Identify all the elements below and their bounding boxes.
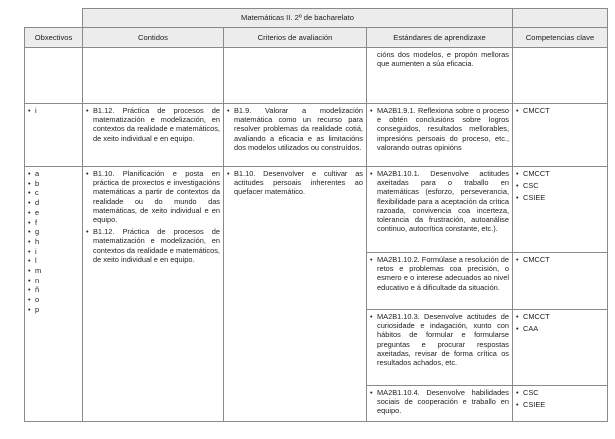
column-header-competences: Competencias clave <box>513 28 608 48</box>
competence-item: • CSIEE <box>516 193 604 202</box>
standard-item: • MA2B1.10.3. Desenvolve actitudes de curiosidade e indagación, xunto con hábitos de formular e formularse preguntas e procurar respostas axeitadas, revisar de forma crítica os resultados achados, etc. <box>370 312 509 367</box>
content-item: • B1.12. Práctica de procesos de matematización e modelización, en contextos da realidade e matemáticos, de xeito individual e en equipo. <box>86 106 220 143</box>
objective-item: • a <box>28 169 79 178</box>
standard-item: • MA2B1.10.1. Desenvolve actitudes axeitadas para o traballo en matemáticas (esforzo, perseverancia, flexibilidade para a aceptación da crítica razoada, convivencia coa incerteza, tolerancia da frustración, autoanálise continuo, autocrítica constante, etc.). <box>370 169 509 233</box>
competences-cell <box>513 104 608 167</box>
standards-cell <box>367 386 513 422</box>
contents-cell <box>83 104 224 167</box>
competence-item: • CMCCT <box>516 312 604 321</box>
contents-cell <box>83 167 224 422</box>
standards-cell <box>367 167 513 253</box>
objective-item: • ñ <box>28 285 79 294</box>
standard-item: • MA2B1.9.1. Reflexiona sobre o proceso e obtén conclusións sobre logros conseguidos, resultados mellorables, impresións persoais do proceso, etc., valorando outras opinións <box>370 106 509 152</box>
competence-item: • CMCCT <box>516 106 604 115</box>
table-row <box>25 104 608 167</box>
competences-cell <box>513 48 608 104</box>
competence-item: • CSC <box>516 388 604 397</box>
standards-cell <box>367 48 513 104</box>
objective-item: • l <box>28 256 79 265</box>
contents-cell <box>83 48 224 104</box>
objective-item: • p <box>28 305 79 314</box>
column-header-standards: Estándares de aprendizaxe <box>367 28 513 48</box>
objective-item: • i <box>28 106 79 115</box>
column-header-objectives: Obxectivos <box>25 28 83 48</box>
objective-item: • m <box>28 266 79 275</box>
competences-cell <box>513 386 608 422</box>
curriculum-table <box>24 8 608 422</box>
content-item: • B1.10. Planificación e posta en práctica de proxectos e investigacións matemáticas a partir de contextos da realidade ou do mundo das matemáticas, de xeito individual e en equipo. <box>86 169 220 224</box>
criterion-item: • B1.9. Valorar a modelización matemática como un recurso para resolver problemas da realidade cotiá, avaliando a eficacia e as limitacións dos modelos utilizados ou construídos. <box>227 106 363 152</box>
standard-item: • MA2B1.10.4. Desenvolve habilidades sociais de cooperación e traballo en equipo. <box>370 388 509 416</box>
objective-item: • h <box>28 237 79 246</box>
table-row <box>25 48 608 104</box>
objective-item: • i <box>28 247 79 256</box>
objectives-cell <box>25 104 83 167</box>
objective-item: • o <box>28 295 79 304</box>
competence-item: • CAA <box>516 324 604 333</box>
competences-cell <box>513 167 608 253</box>
criteria-cell <box>224 104 367 167</box>
objectives-cell <box>25 167 83 422</box>
objective-item: • f <box>28 218 79 227</box>
criterion-item: • B1.10. Desenvolver e cultivar as actitudes persoais inherentes ao quefacer matemático. <box>227 169 363 197</box>
table-title-row <box>25 9 608 28</box>
standards-cell <box>367 310 513 386</box>
competence-item: • CSC <box>516 181 604 190</box>
objective-item: • e <box>28 208 79 217</box>
column-header-row <box>25 28 608 48</box>
header-title-right-cell <box>513 9 608 28</box>
standards-cell <box>367 104 513 167</box>
objective-item: • b <box>28 179 79 188</box>
competences-cell <box>513 310 608 386</box>
content-item: • B1.12. Práctica de procesos de matematización e modelización, en contextos da realidade e matemáticos, de xeito individual e en equipo. <box>86 227 220 264</box>
header-blank-cell <box>25 9 83 28</box>
competence-item: • CMCCT <box>516 255 604 264</box>
objective-item: • c <box>28 188 79 197</box>
standard-item: • MA2B1.10.2. Formúlase a resolución de retos e problemas coa precisión, o esmero e o interese adecuados ao nivel educativo e á dificultade da situación. <box>370 255 509 292</box>
objective-item: • d <box>28 198 79 207</box>
objectives-cell <box>25 48 83 104</box>
objective-item: • n <box>28 276 79 285</box>
column-header-contents: Contidos <box>83 28 224 48</box>
competence-item: • CMCCT <box>516 169 604 178</box>
table-row <box>25 167 608 253</box>
standards-cell <box>367 253 513 310</box>
standard-text: cións dos modelos, e propón melloras que aumenten a súa eficacia. <box>377 50 509 69</box>
competences-cell <box>513 253 608 310</box>
table-title: Matemáticas II. 2º de bacharelato <box>83 9 513 28</box>
competence-item: • CSIEE <box>516 400 604 409</box>
criteria-cell <box>224 48 367 104</box>
criteria-cell <box>224 167 367 422</box>
objective-item: • g <box>28 227 79 236</box>
column-header-criteria: Criterios de avaliación <box>224 28 367 48</box>
